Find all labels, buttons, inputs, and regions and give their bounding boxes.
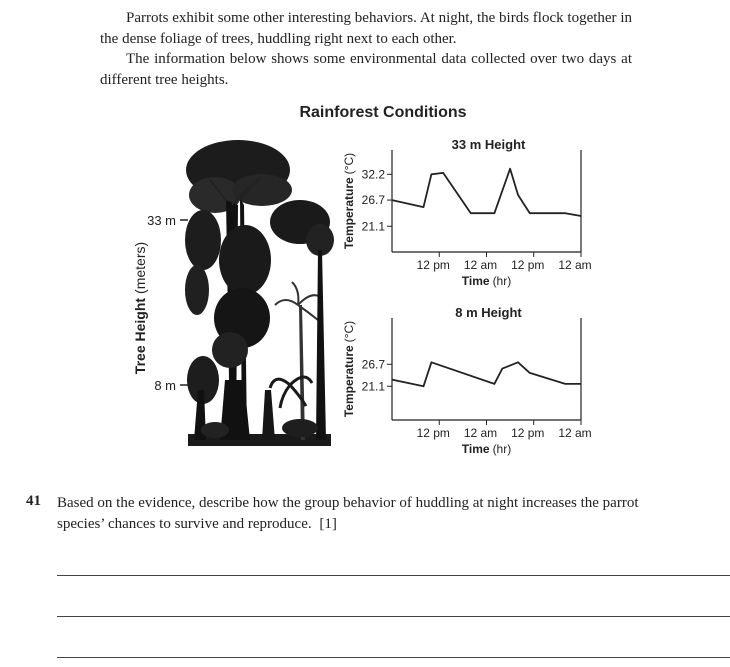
x-tick-label: 12 pm [511,258,545,272]
answer-line-1[interactable] [57,575,730,576]
x-axis-label-units: (hr) [492,274,512,288]
rainforest-tree-illustration [185,140,334,446]
temperature-series-line [392,169,581,216]
x-axis-label-bold: Time [461,274,490,288]
tree-height-axis-label [132,242,148,374]
y-axis-label-units: (°C) [342,320,356,343]
chart-title: 8 m Height [455,305,522,320]
x-tick-label: 12 pm [416,426,450,440]
x-tick-label: 12 am [558,426,592,440]
x-tick-label: 12 pm [416,258,450,272]
chart-33m-height [342,137,592,288]
tree-height-label-units: (meters) [132,241,148,294]
height-label-33m: 33 m [147,213,176,228]
y-tick-label: 26.7 [361,193,385,208]
y-tick-label: 32.2 [361,167,385,182]
question-text [57,493,681,535]
y-axis-label-units: (°C) [342,152,356,175]
y-tick-label: 26.7 [361,357,385,372]
y-tick-label: 21.1 [361,379,385,394]
x-axis-label [462,442,511,456]
question-credit: [1] [319,516,337,532]
answer-line-2[interactable] [57,616,730,617]
answer-line-3[interactable] [57,657,730,658]
height-label-8m: 8 m [154,378,176,393]
question-prompt: Based on the evidence, describe how the group behavior of huddling at night increases the parrot species’ chances to survive and reproduce. [57,495,639,532]
figure-title: Rainforest Conditions [299,104,467,121]
x-axis-label-bold: Time [461,442,490,456]
x-axis-label-units: (hr) [492,442,512,456]
y-tick-label: 21.1 [361,219,385,234]
x-tick-label: 12 pm [511,426,545,440]
x-tick-label: 12 am [463,426,498,440]
intro-paragraph-2: The information below shows some environmental data collected over two days at different tree heights. [100,51,632,88]
y-axis-label [342,321,356,417]
intro-paragraph-1: Parrots exhibit some other interesting behaviors. At night, the birds flock together in the dense foliage of trees, huddling right next to each other. [100,10,632,47]
x-tick-label: 12 am [558,258,592,272]
x-tick-label: 12 am [463,258,498,272]
y-axis-label-bold: Temperature [342,177,356,250]
chart-8m-height [342,305,592,456]
temperature-series-line [392,362,581,386]
y-axis-label-bold: Temperature [342,345,356,418]
tree-height-label-bold: Tree Height [132,297,148,375]
x-axis-label [462,274,511,288]
chart-title: 33 m Height [451,137,526,152]
question-number: 41 [26,493,41,509]
y-axis-label [342,153,356,249]
